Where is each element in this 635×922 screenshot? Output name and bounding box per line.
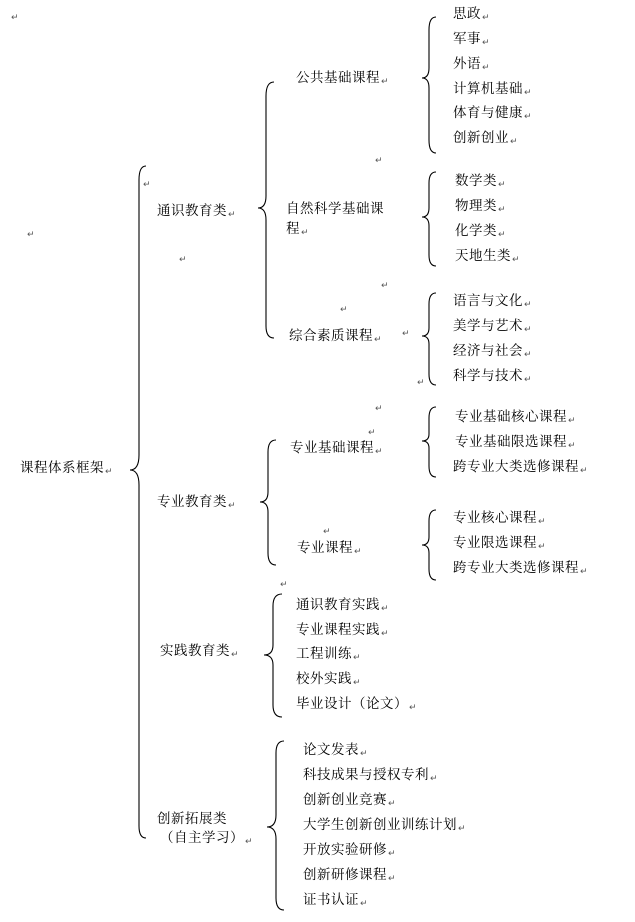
list-item: 论文发表↵ (303, 742, 369, 759)
list-item: 经济与社会↵ (453, 343, 533, 360)
professional-courses-brace (422, 510, 436, 580)
group-professional-basics: 专业基础课程↵ (290, 440, 384, 457)
list-item: 工程训练↵ (296, 646, 362, 663)
list-item: 跨专业大类选修课程↵ (453, 459, 589, 476)
list-item: 专业限选课程↵ (453, 535, 547, 552)
list-item: 跨专业大类选修课程↵ (453, 560, 589, 577)
group-public-basics: 公共基础课程↵ (296, 70, 390, 87)
group-professional-courses: 专业课程↵ (297, 540, 363, 557)
category-innovation-expansion-line1: 创新拓展类 (157, 811, 227, 827)
group-general-quality: 综合素质课程↵ (289, 328, 383, 345)
root-label: 课程体系框架↵ (20, 460, 114, 477)
general-education-brace (258, 82, 274, 338)
paragraph-mark: ↵ (375, 156, 383, 166)
category-professional-education: 专业教育类↵ (157, 494, 237, 511)
list-item: 创新创业↵ (453, 130, 519, 147)
list-item: 思政↵ (453, 6, 491, 23)
paragraph-mark: ↵ (280, 580, 288, 590)
innovation-expansion-brace (267, 741, 284, 910)
list-item: 开放实验研修↵ (303, 842, 397, 859)
list-item: 化学类↵ (455, 223, 507, 240)
list-item: 天地生类↵ (455, 248, 521, 265)
public-basics-brace (422, 17, 436, 153)
list-item: 外语↵ (453, 56, 491, 73)
list-item: 证书认证↵ (303, 892, 369, 909)
paragraph-mark: ↵ (368, 428, 376, 438)
list-item: 体育与健康↵ (453, 105, 533, 122)
professional-basics-brace (422, 407, 436, 477)
list-item: 校外实践↵ (296, 671, 362, 688)
list-item: 物理类↵ (455, 198, 507, 215)
paragraph-mark: ↵ (27, 230, 35, 240)
list-item: 计算机基础↵ (453, 81, 533, 98)
general-quality-brace (422, 293, 436, 385)
list-item: 美学与艺术↵ (453, 318, 533, 335)
paragraph-mark: ↵ (11, 13, 19, 23)
list-item: 创新创业竞赛↵ (303, 792, 397, 809)
list-item: 语言与文化↵ (453, 293, 533, 310)
practice-education-brace (264, 594, 282, 717)
list-item: 军事↵ (453, 31, 491, 48)
list-item: 专业核心课程↵ (453, 510, 547, 527)
paragraph-mark: ↵ (179, 255, 187, 265)
list-item: 通识教育实践↵ (296, 597, 390, 614)
paragraph-mark: ↵ (417, 378, 425, 388)
paragraph-mark: ↵ (143, 180, 151, 190)
paragraph-mark: ↵ (323, 527, 331, 537)
list-item: 毕业设计（论文）↵ (296, 696, 418, 713)
professional-education-brace (260, 440, 276, 565)
group-natural-science-line2: 程↵ (286, 221, 310, 238)
root-brace (130, 166, 146, 838)
category-practice-education: 实践教育类↵ (160, 643, 240, 660)
group-natural-science-line1: 自然科学基础课 (286, 201, 384, 217)
list-item: 专业基础限选课程↵ (455, 434, 577, 451)
paragraph-mark: ↵ (340, 305, 348, 315)
paragraph-mark: ↵ (402, 329, 410, 339)
category-general-education: 通识教育类↵ (157, 203, 237, 220)
list-item: 数学类↵ (455, 173, 507, 190)
natural-science-brace (422, 172, 436, 266)
list-item: 创新研修课程↵ (303, 867, 397, 884)
category-innovation-expansion-line2: （自主学习）↵ (160, 830, 254, 847)
paragraph-mark: ↵ (381, 281, 389, 291)
list-item: 专业基础核心课程↵ (455, 409, 577, 426)
list-item: 科技成果与授权专利↵ (303, 767, 439, 784)
list-item: 科学与技术↵ (453, 368, 533, 385)
list-item: 专业课程实践↵ (296, 622, 390, 639)
paragraph-mark: ↵ (375, 404, 383, 414)
list-item: 大学生创新创业训练计划↵ (303, 817, 467, 834)
